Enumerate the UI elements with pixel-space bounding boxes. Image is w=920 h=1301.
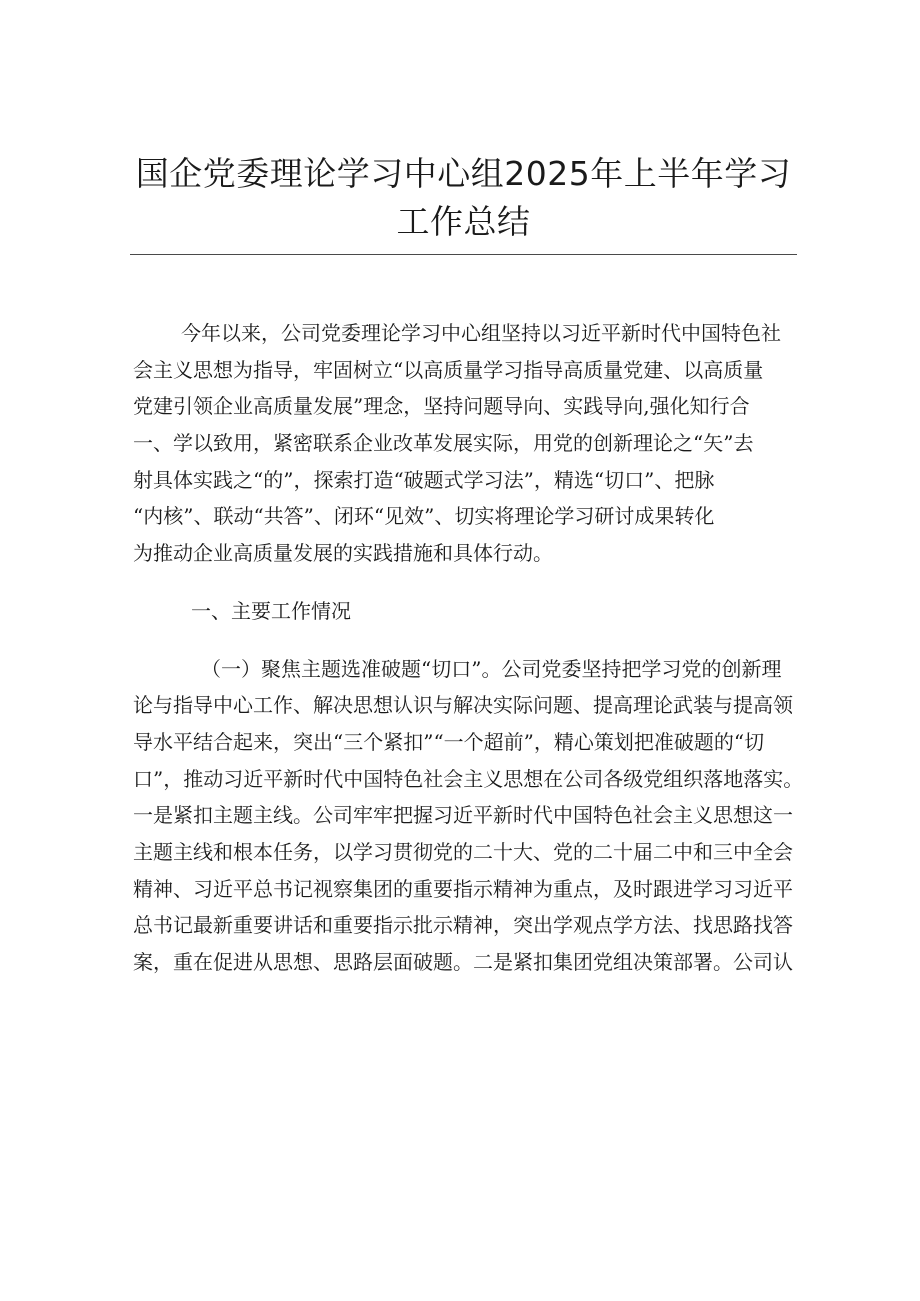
document-title: [130, 150, 797, 246]
subsection-line: 总书记最新重要讲话和重要指示批示精神，突出学观点学方法、找思路找答: [133, 913, 793, 938]
subsection-line: 主题主线和根本任务，以学习贯彻党的二十大、党的二十届二中和三中全会: [133, 839, 793, 864]
intro-line: 党建引领企业高质量发展”理念，坚持问题导向、实践导向,强化知行合: [133, 394, 750, 419]
intro-line: 为推动企业高质量发展的实践措施和具体行动。: [133, 541, 553, 566]
intro-line: 一、学以致用，紧密联系企业改革发展实际，用党的创新理论之“矢”去: [133, 431, 754, 456]
subsection-line: 导水平结合起来，突出“三个紧扣”“一个超前”，精心策划把准破题的“切: [133, 729, 765, 754]
subsection-line: 案，重在促进从思想、思路层面破题。二是紧扣集团党组决策部署。公司认: [133, 950, 793, 974]
subsection-line: 口”，推动习近平新时代中国特色社会主义思想在公司各级党组织落地落实。: [133, 766, 804, 791]
title-line-2: 工作总结: [396, 202, 531, 241]
subsection-line: 一是紧扣主题主线。公司牢牢把握习近平新时代中国特色社会主义思想这一: [133, 803, 793, 828]
section-heading: 一、主要工作情况: [191, 598, 351, 623]
subsection-line: 论与指导中心工作、解决思想认识与解决实际问题、提高理论武装与提高领: [133, 693, 793, 718]
subsection-line: 精神、习近平总书记视察集团的重要指示精神为重点，及时跟进学习习近平: [133, 876, 793, 901]
intro-line: 今年以来，公司党委理论学习中心组坚持以习近平新时代中国特色社: [181, 321, 781, 345]
subsection-line: （一）聚焦主题选准破题“切口”。公司党委坚持把学习党的创新理: [201, 656, 782, 681]
title-divider: [130, 254, 797, 255]
title-line-1: 国企党委理论学习中心组2025年上半年学习: [135, 154, 792, 193]
document-body: [133, 315, 804, 981]
intro-line: 射具体实践之“的”，探索打造“破题式学习法”，精选“切口”、把脉: [133, 467, 715, 492]
intro-line: 会主义思想为指导，牢固树立“以高质量学习指导高质量党建、以高质量: [133, 357, 764, 382]
intro-line: “内核”、联动“共答”、闭环“见效”、切实将理论学习研讨成果转化: [133, 504, 715, 529]
